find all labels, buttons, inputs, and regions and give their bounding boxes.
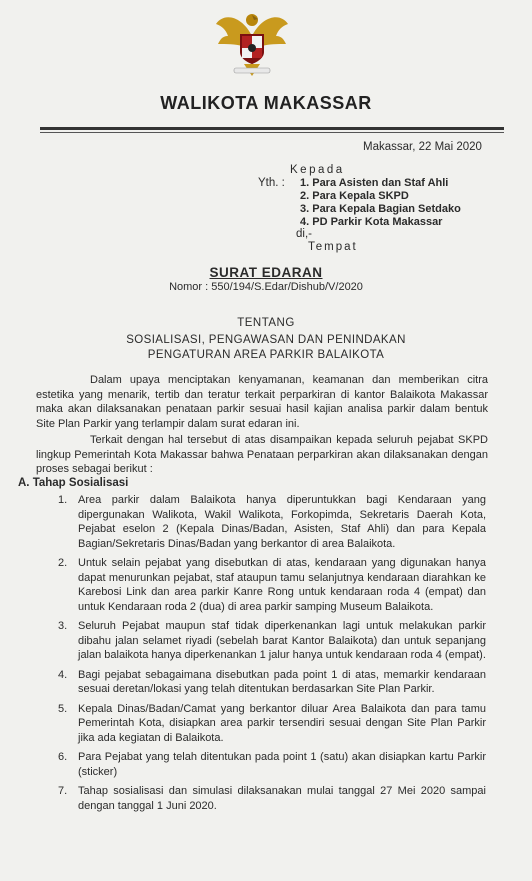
- document-number: Nomor : 550/194/S.Edar/Dishub/V/2020: [169, 281, 363, 293]
- body-paragraph: Dalam upaya menciptakan kenyamanan, keamanan dan memberikan citra estetika yang menarik, tertib dan teratur terkait perparkiran di kantor Balaikota Makassar maka akan dilaksanakan penataan parkir sesuai hasil kajian analisa parkir dalam bentuk Site Plan Parkir yang terlampir dalam surat edaran ini.: [36, 374, 488, 430]
- yth-label: Yth. :: [258, 177, 285, 189]
- list-item: [50, 493, 486, 551]
- subject-line: SOSIALISASI, PENGAWASAN DAN PENINDAKAN: [126, 334, 406, 346]
- list-item: [50, 668, 486, 697]
- list-item-number: 5.: [58, 702, 68, 715]
- list-item: [50, 784, 486, 813]
- tentang-label: TENTANG: [237, 317, 295, 329]
- list-item-number: 2.: [58, 557, 68, 569]
- list-item-number: 7.: [58, 785, 68, 797]
- list-item-text: Seluruh Pejabat maupun staf tidak diperkenankan lagi untuk melakukan parkir dibahu jalan selamet riyadi (sebelah barat Kantor Balaikota) dan untuk sepanjang jalan balaikota hanya diperkenankan 1 jalur hanya untuk kendaraan roda 4 (empat).: [78, 620, 486, 661]
- list-item-number: 1.: [58, 494, 68, 506]
- subject-line: PENGATURAN AREA PARKIR BALAIKOTA: [147, 349, 385, 361]
- page-title: WALIKOTA MAKASSAR: [160, 93, 372, 113]
- di-label: di,-: [296, 228, 312, 240]
- document-subject: [0, 333, 532, 363]
- list-item-number: 6.: [58, 751, 68, 763]
- header-rule-thick: [40, 127, 504, 130]
- recipient-item: 3. Para Kepala Bagian Setdako: [300, 203, 461, 215]
- tempat-label: Tempat: [308, 241, 358, 253]
- list-item-number: 4.: [58, 668, 68, 681]
- document-title: SURAT EDARAN: [209, 265, 323, 280]
- numbered-list: [50, 493, 486, 818]
- recipient-item: 1. Para Asisten dan Staf Ahli: [300, 177, 449, 189]
- list-item-text: Untuk selain pejabat yang disebutkan di atas, kendaraan yang digunakan hanya dapat menurunkan pejabat, staf ataupun tamu selanjutnya kendaraan diarahkan ke Karebosi Link dan area parkir Kanre Rong untuk kendaraan roda 4 (empat) dan untuk Kendaraan roda 2 (dua) di area parkir samping Museum Balaikota.: [78, 557, 486, 613]
- list-item-text: Para Pejabat yang telah ditentukan pada point 1 (satu) akan disiapkan kartu Parkir (sticker): [78, 751, 486, 778]
- list-item-text: Area parkir dalam Balaikota hanya diperuntukkan bagi Kendaraan yang dipergunakan Walikota, Wakil Walikota, Forkopimda, Sekretaris Daerah Kota, Pejabat eselon 2 (Kepala Dinas/Badan, Asisten, Staf Ahli) dan para Kepala Bagian/Sekretaris Dinas/Badan yang berkantor di area Balaikota.: [78, 494, 486, 550]
- list-item-text: Bagi pejabat sebagaimana disebutkan pada point 1 di atas, memarkir kendaraan sesuai deretan/lokasi yang telah ditentukan berdasarkan Site Plan Parkir.: [78, 668, 486, 695]
- list-item: [50, 750, 486, 779]
- body-paragraph: Terkait dengan hal tersebut di atas disampaikan kepada seluruh pejabat SKPD lingkup Pemerintah Kota Makassar bahwa Penataan perparkiran akan dilaksanakan dengan proses sebagai berikut :: [36, 434, 488, 475]
- header-rule-thin: [40, 132, 504, 133]
- letter-date: Makassar, 22 Mai 2020: [363, 141, 482, 153]
- section-heading: A. Tahap Sosialisasi: [18, 477, 129, 489]
- list-item-text: Tahap sosialisasi dan simulasi dilaksanakan mulai tanggal 27 Mei 2020 sampai dengan tanggal 1 Juni 2020.: [78, 785, 486, 812]
- list-item-number: 3.: [58, 620, 68, 632]
- recipient-item: 4. PD Parkir Kota Makassar: [300, 216, 443, 228]
- kepada-label: Kepada: [290, 164, 345, 176]
- list-item: [50, 702, 486, 746]
- recipient-item: 2. Para Kepala SKPD: [300, 190, 409, 202]
- list-item-text: Kepala Dinas/Badan/Camat yang berkantor diluar Area Balaikota dan para tamu Pemerintah Kota, disiapkan area parkir tersendiri sesuai dengan Site Plan Parkir jika ada kegiatan di Balaikota.: [78, 702, 486, 744]
- list-item: [50, 556, 486, 614]
- garuda-emblem-icon: [212, 6, 292, 78]
- list-item: [50, 619, 486, 663]
